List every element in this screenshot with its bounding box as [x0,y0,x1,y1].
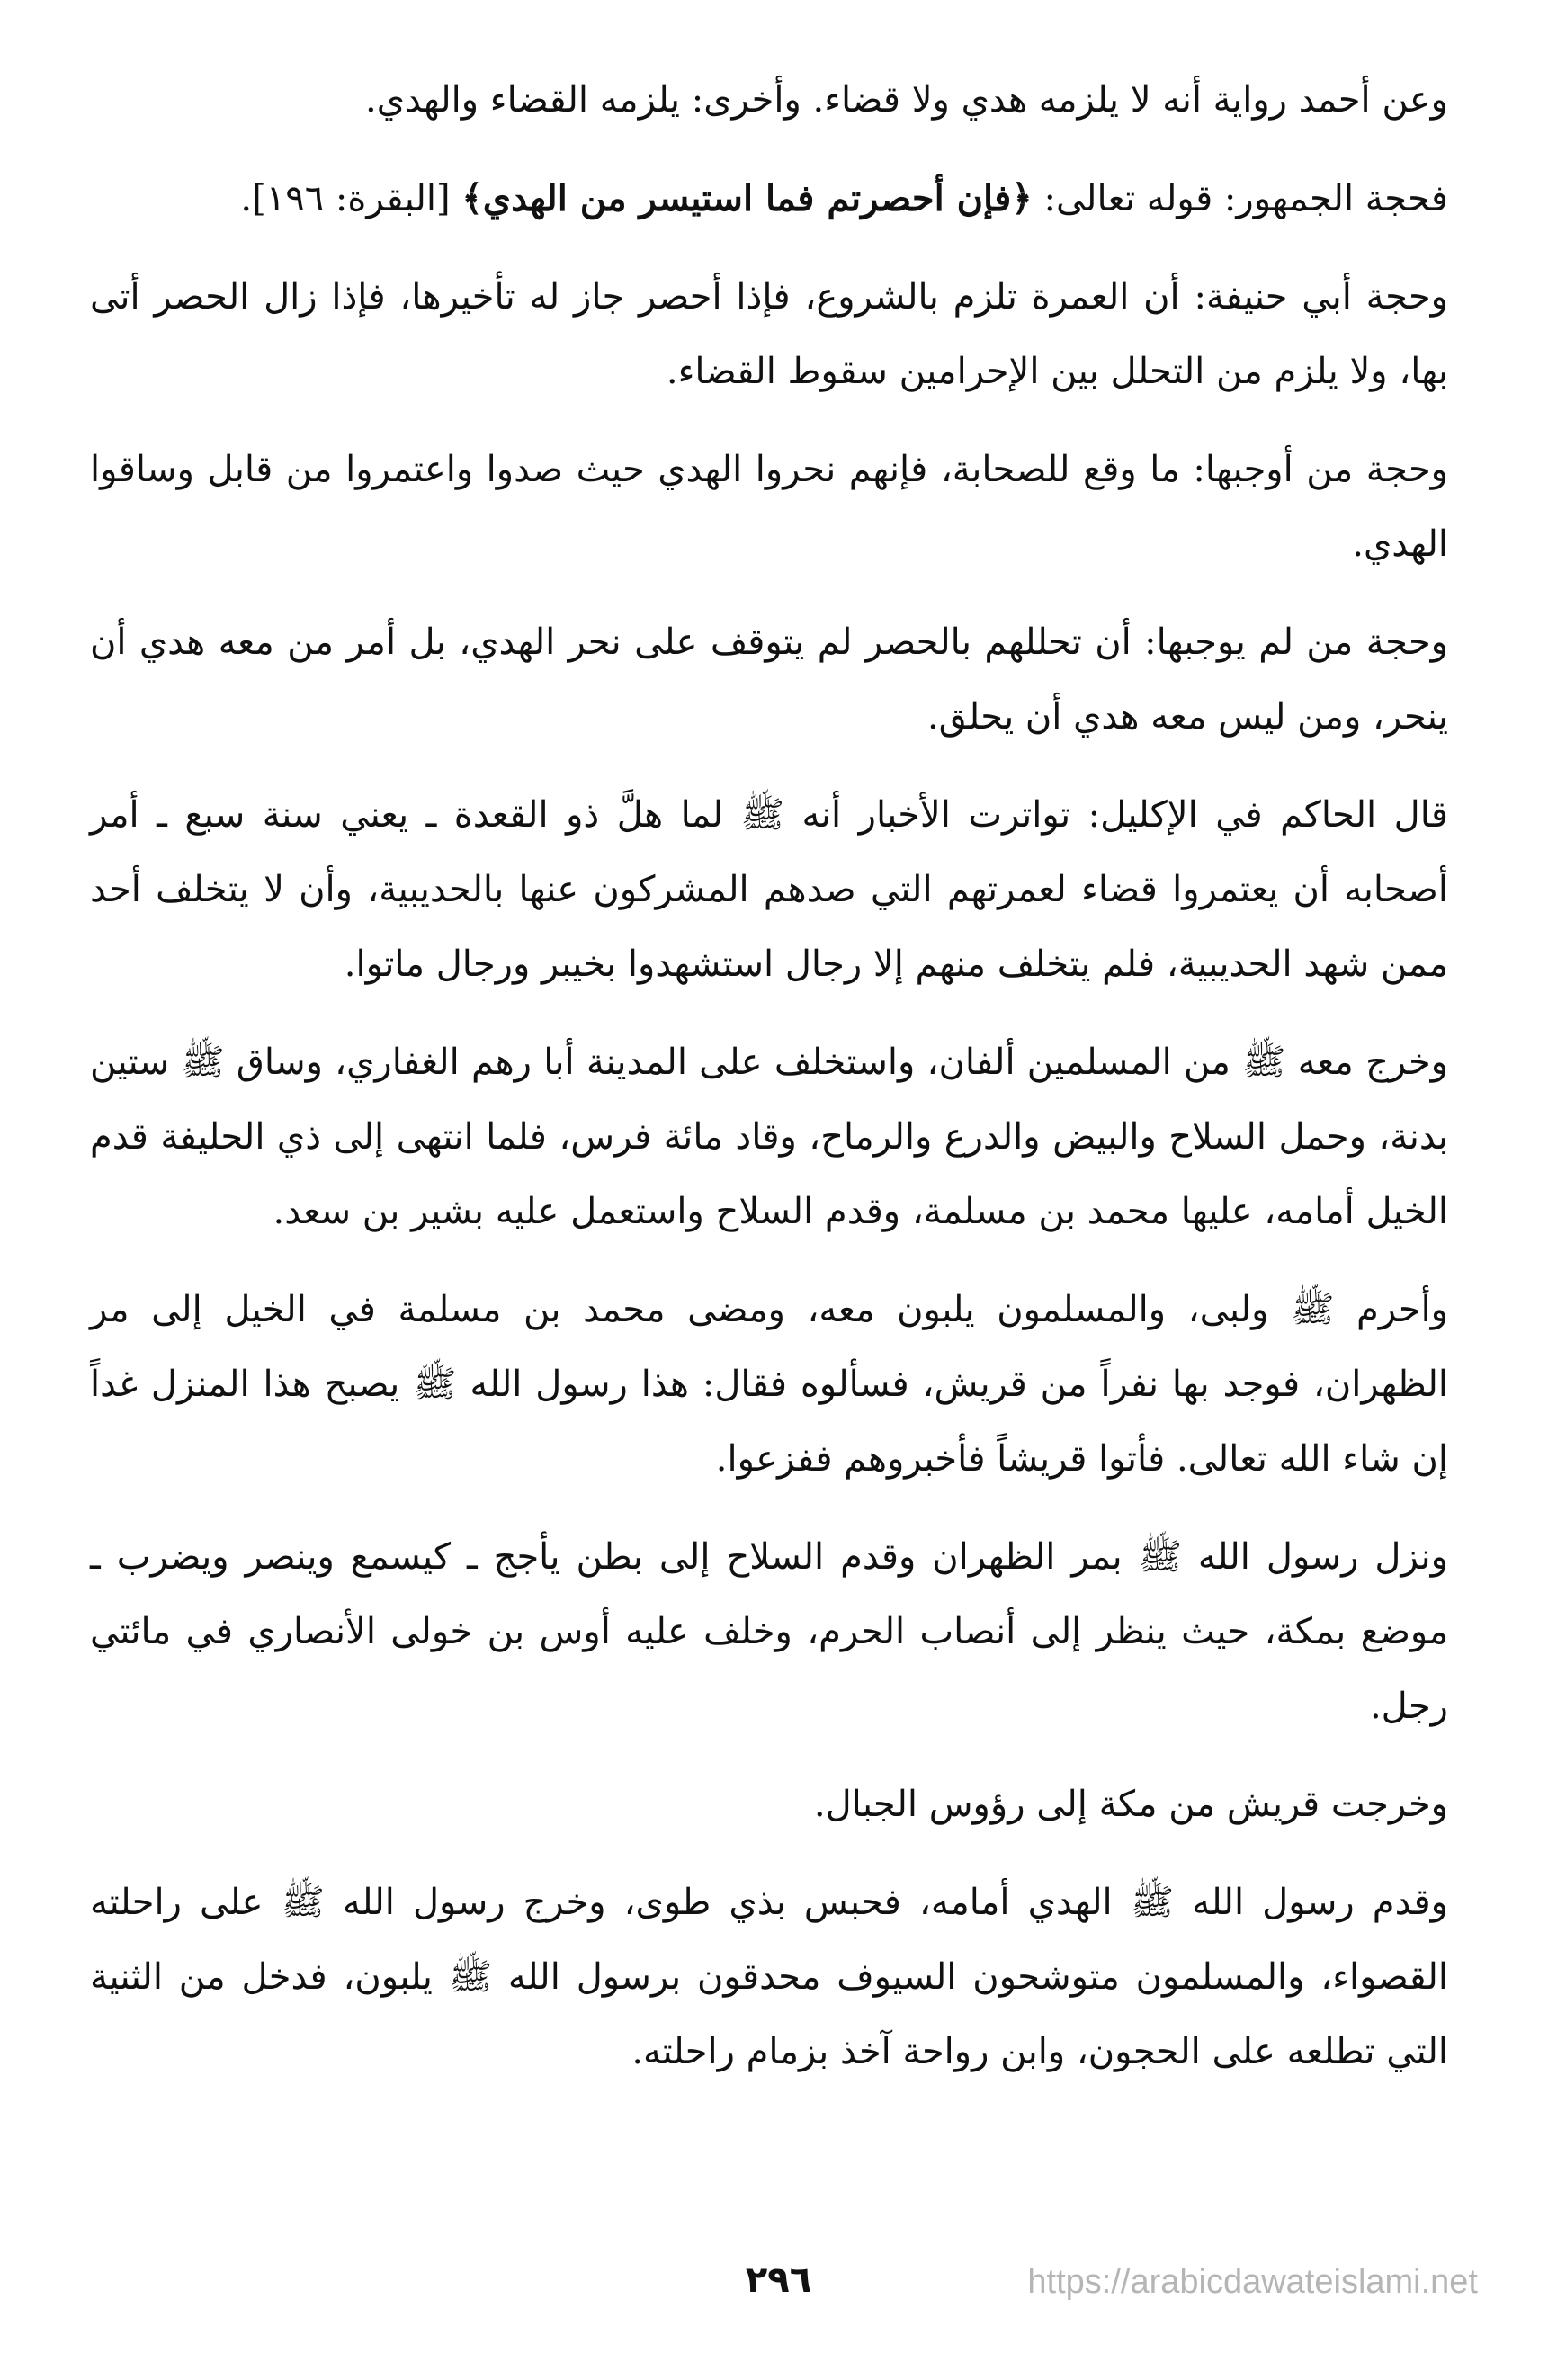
paragraph-hakim-iklil: قال الحاكم في الإكليل: تواترت الأخبار أنه ﷺ لما هلَّ ذو القعدة ـ يعني سنة سبع ـ أمر أصحابه أن يعتمروا قضاء لعمرتهم التي صدهم المشركون عنها بالحديبية، وأن لا يتخلف أحد ممن شهد الحديبية، فلم يتخلف منهم إلا رجال استشهدوا بخيبر ورجال ماتوا. [90,794,1448,985]
paragraph-abu-hanifa-proof: وحجة أبي حنيفة: أن العمرة تلزم بالشروع، فإذا أحصر جاز له تأخيرها، فإذا زال الحصر أتى بها، ولا يلزم من التحلل بين الإحرامين سقوط القضاء. [90,276,1448,392]
paragraph-majority-proof [90,161,1448,237]
paragraph-non-obligators-proof: وحجة من لم يوجبها: أن تحللهم بالحصر لم يتوقف على نحر الهدي، بل أمر من معه هدي أن ينحر، ومن ليس معه هدي أن يحلق. [90,622,1448,738]
paragraph-ahmad-narration: وعن أحمد رواية أنه لا يلزمه هدي ولا قضاء. وأخرى: يلزمه القضاء والهدي. [365,79,1448,121]
paragraph-ihram: وأحرم ﷺ ولبى، والمسلمون يلبون معه، ومضى محمد بن مسلمة في الخيل إلى مر الظهران، فوجد بها نفراً من قريش، فسألوه فقال: هذا رسول الله ﷺ يصبح هذا المنزل غداً إن شاء الله تعالى. فأتوا قريشاً فأخبروهم ففزعوا. [90,1289,1448,1480]
paragraph-departure: وخرج معه ﷺ من المسلمين ألفان، واستخلف على المدينة أبا رهم الغفاري، وساق ﷺ ستين بدنة، وحمل السلاح والبيض والدرع والرماح، وقاد مائة فرس، فلما انتهى إلى ذي الحليفة قدم الخيل أمامه، عليها محمد بن مسلمة، وقدم السلاح واستعمل عليه بشير بن سعد. [90,1042,1449,1232]
paragraph-quraysh-mountains: وخرجت قريش من مكة إلى رؤوس الجبال. [813,1784,1448,1825]
book-page [90,63,1448,2240]
quran-verse: ﴿فإن أحصرتم فما استيسر من الهدي﴾ [461,177,1033,219]
paragraph-entry-makkah: وقدم رسول الله ﷺ الهدي أمامه، فحبس بذي طوى، وخرج رسول الله ﷺ على راحلته القصواء، والمسلمون متوشحون السيوف محدقون برسول الله ﷺ يلبون، فدخل من الثنية التي تطلعه على الحجون، وابن رواحة آخذ بزمام راحلته. [90,1882,1448,2072]
watermark-url: https://arabicdawateislami.net [1027,2263,1478,2301]
paragraph-marr-zahran: ونزل رسول الله ﷺ بمر الظهران وقدم السلاح إلى بطن يأجج ـ كيسمع وينصر ويضرب ـ موضع بمكة، حيث ينظر إلى أنصاب الحرم، وخلف عليه أوس بن خولى الأنصاري في مائتي رجل. [90,1536,1449,1727]
page-number: ٢٩٦ [745,2259,812,2301]
quote-lead: فحجة الجمهور: قوله تعالى: [1032,178,1448,219]
verse-citation: [البقرة: ١٩٦]. [240,178,462,219]
paragraph-obligators-proof: وحجة من أوجبها: ما وقع للصحابة، فإنهم نحروا الهدي حيث صدوا واعتمروا من قابل وساقوا الهدي. [90,449,1448,565]
